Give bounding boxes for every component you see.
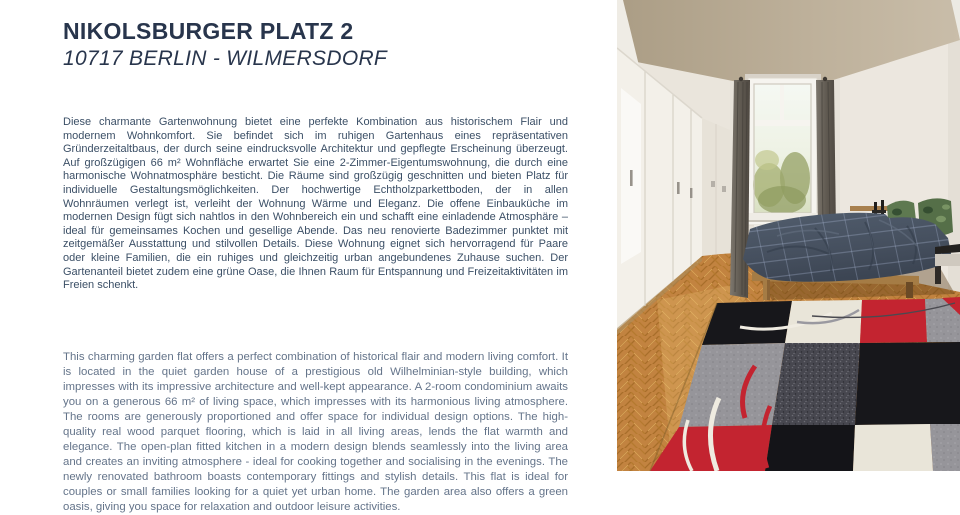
listing-details xyxy=(63,0,568,515)
page-title: NIKOLSBURGER PLATZ 2 xyxy=(63,18,354,44)
description-english: This charming garden flat offers a perfect combination of historical flair and modern living comfort. It is located in the quiet garden house of a prestigious old Wilhelminian-style building, which impresses with its impressive architecture and well-kept appearance. A 2-room condominium awaits you on a generous 66 m² of living space, which impresses with its harmonious living atmosphere. The rooms are generously proportioned and offer space for individual design options. The high-quality real wood parquet flooring, which is laid in all living areas, lends the flat warmth and elegance. The open-plan fitted kitchen in a modern design blends seamlessly into the living area and creates an inviting atmosphere - ideal for cooking together and socialising in the evenings. The newly renovated bathroom boasts contemporary fittings and stylish details. This flat is ideal for couples or small families looking for a quiet yet urban home. The garden area also offers a green oasis, giving you space for relaxation and outdoor leisure activities. xyxy=(63,350,568,513)
description-german: Diese charmante Gartenwohnung bietet eine perfekte Kombination aus historischem Flair und modernem Wohnkomfort. Sie befindet sich im ruhigen Gartenhaus eines repräsentativen Gründerzeitaltbaus, der durch seine eindrucksvolle Architektur und gepflegte Erscheinung überzeugt. Auf großzügigen 66 m² Wohnfläche erwartet Sie eine 2-Zimmer-Eigentumswohnung, die durch eine harmonische Wohnatmosphäre besticht. Die Räume sind großzügig geschnitten und bieten Platz für individuelle Gestaltungsmöglichkeiten. Der hochwertige Echtholzparkettboden, der in allen Wohnräumen verlegt ist, verleiht der Wohnung Wärme und Eleganz. Die offene Einbauküche im modernen Design fügt sich nahtlos in den Wohnbereich ein und schafft eine einladende Atmosphäre – ideal für gemeinsames Kochen und gesellige Abende. Das neu renovierte Badezimmer punktet mit zeitgemäßer Ausstattung und stilvollen Details. Diese Wohnung eignet sich hervorragend für Paare oder kleine Familien, die ein ruhiges und gleichzeitig urban angebundenes Zuhause suchen. Der Gartenanteil bietet zudem eine grüne Oase, die Ihnen Raum für Entspannung und Freizeitaktivitäten im Freien schenkt. xyxy=(63,116,568,292)
page-subtitle: 10717 BERLIN - WILMERSDORF xyxy=(63,47,388,70)
bedroom-photo xyxy=(617,0,960,471)
